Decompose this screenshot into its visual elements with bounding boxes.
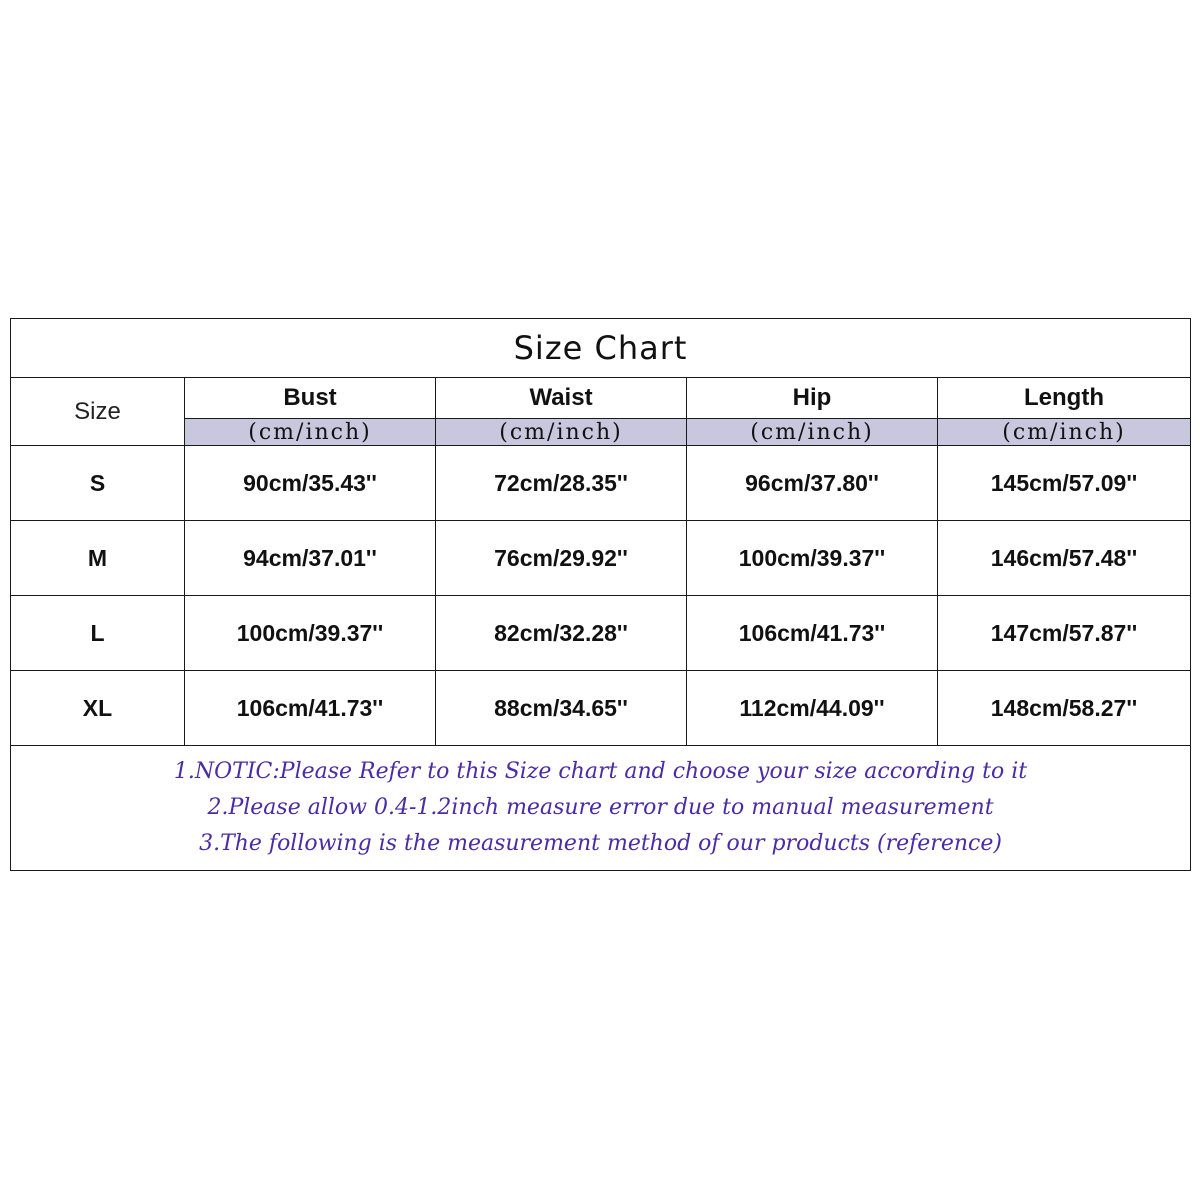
hip-column-header: Hip bbox=[687, 378, 938, 419]
size-label: XL bbox=[11, 671, 185, 746]
waist-value: 88cm/34.65'' bbox=[436, 671, 687, 746]
title-row bbox=[11, 319, 1191, 378]
hip-value: 106cm/41.73'' bbox=[687, 596, 938, 671]
bust-value: 100cm/39.37'' bbox=[185, 596, 436, 671]
unit-row bbox=[11, 419, 1191, 446]
size-column-header: Size bbox=[11, 378, 185, 446]
size-chart bbox=[10, 318, 1190, 878]
waist-value: 82cm/32.28'' bbox=[436, 596, 687, 671]
bust-unit-label: (cm/inch) bbox=[185, 419, 436, 446]
waist-unit-label: (cm/inch) bbox=[436, 419, 687, 446]
hip-value: 112cm/44.09'' bbox=[687, 671, 938, 746]
bust-value: 90cm/35.43'' bbox=[185, 446, 436, 521]
hip-value: 96cm/37.80'' bbox=[687, 446, 938, 521]
length-value: 148cm/58.27'' bbox=[938, 671, 1191, 746]
table-row bbox=[11, 596, 1191, 671]
size-chart-table bbox=[10, 318, 1191, 871]
table-row bbox=[11, 521, 1191, 596]
size-label: M bbox=[11, 521, 185, 596]
table-row bbox=[11, 671, 1191, 746]
bust-value: 94cm/37.01'' bbox=[185, 521, 436, 596]
header-row bbox=[11, 378, 1191, 419]
length-column-header: Length bbox=[938, 378, 1191, 419]
length-value: 146cm/57.48'' bbox=[938, 521, 1191, 596]
waist-value: 72cm/28.35'' bbox=[436, 446, 687, 521]
waist-value: 76cm/29.92'' bbox=[436, 521, 687, 596]
note-line: 1.NOTIC:Please Refer to this Size chart and choose your size according to it bbox=[173, 759, 1028, 784]
bust-value: 106cm/41.73'' bbox=[185, 671, 436, 746]
notes-row bbox=[11, 746, 1191, 871]
chart-title: Size Chart bbox=[11, 319, 1191, 378]
table-row bbox=[11, 446, 1191, 521]
note-line: 2.Please allow 0.4-1.2inch measure error due to manual measurement bbox=[207, 795, 994, 820]
waist-column-header: Waist bbox=[436, 378, 687, 419]
hip-value: 100cm/39.37'' bbox=[687, 521, 938, 596]
size-label: L bbox=[11, 596, 185, 671]
hip-unit-label: (cm/inch) bbox=[687, 419, 938, 446]
length-value: 145cm/57.09'' bbox=[938, 446, 1191, 521]
length-value: 147cm/57.87'' bbox=[938, 596, 1191, 671]
bust-column-header: Bust bbox=[185, 378, 436, 419]
size-label: S bbox=[11, 446, 185, 521]
notes-box bbox=[11, 746, 1191, 871]
length-unit-label: (cm/inch) bbox=[938, 419, 1191, 446]
note-line: 3.The following is the measurement method of our products (reference) bbox=[199, 831, 1002, 856]
